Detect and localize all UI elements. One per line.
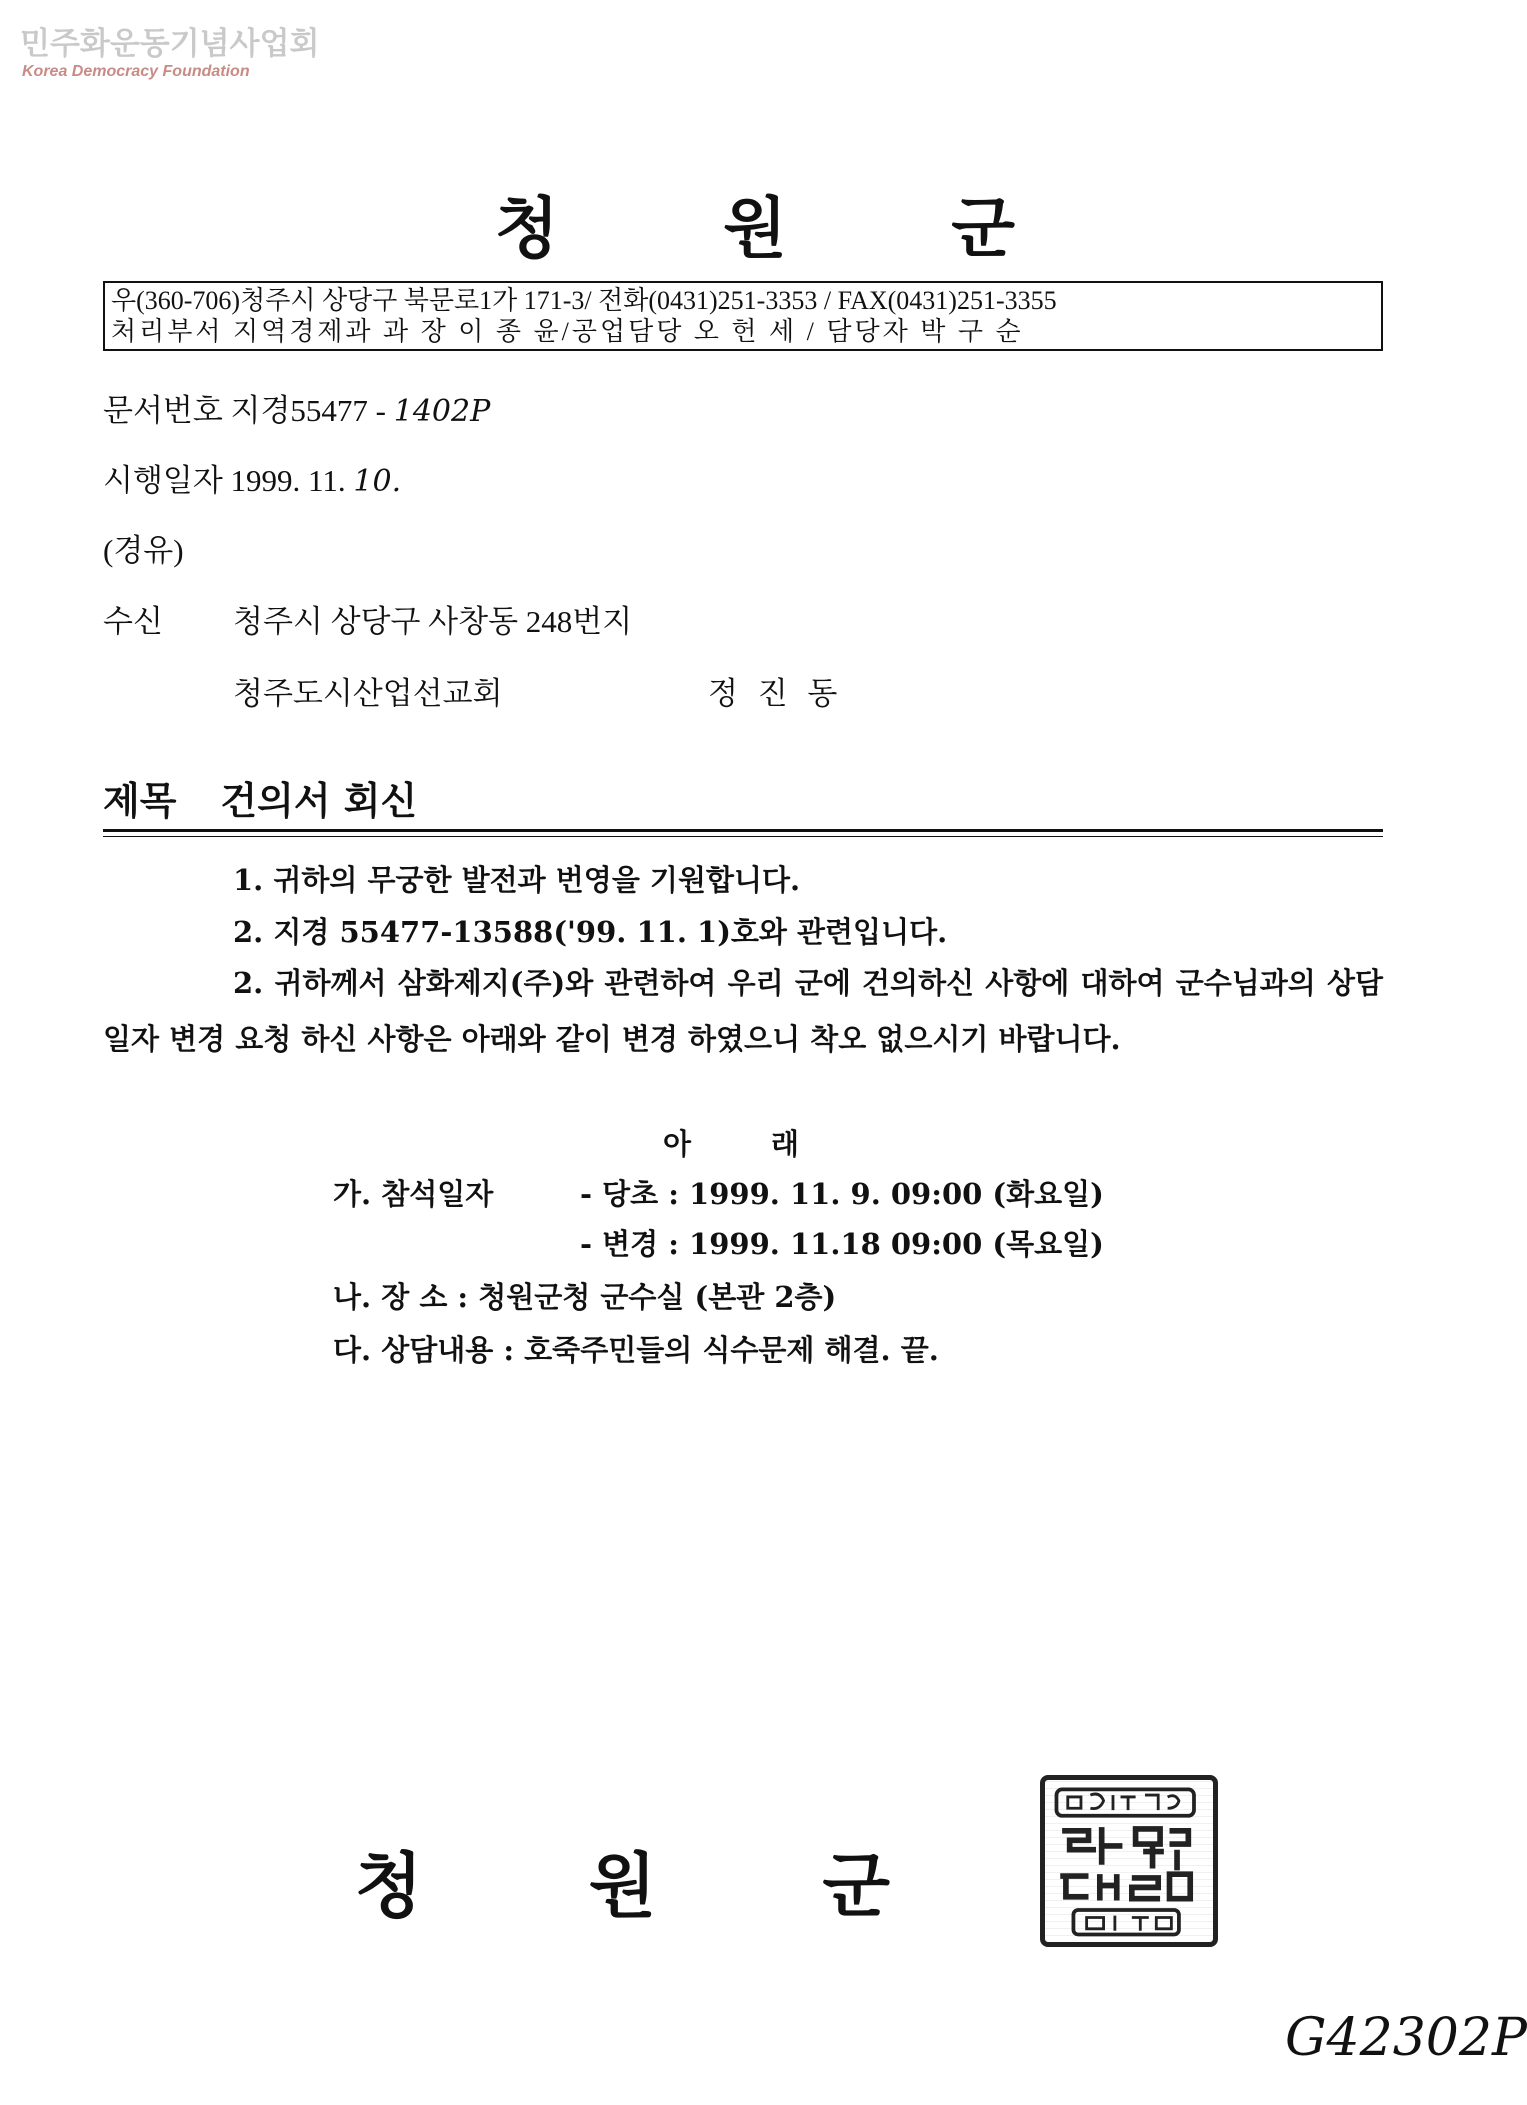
recipient-label: 수신 [103, 604, 163, 639]
issuer-title-char-1: 청 [495, 189, 559, 267]
item-ga-label: 가. 참석일자 [333, 1177, 494, 1211]
seal-graphic [1045, 1780, 1213, 1942]
section-heading-below: 아래 [663, 1127, 880, 1161]
recipient-address: 청주시 상당구 사창동 248번지 [233, 604, 633, 639]
watermark-english: Korea Democracy Foundation [22, 63, 250, 80]
via-line: (경유) [103, 533, 184, 568]
official-seal-stamp [1040, 1775, 1218, 1947]
handwritten-document-code: G42302P [1285, 2008, 1527, 2068]
issuer-title-char-3: 군 [951, 189, 1015, 267]
contact-info-box [103, 281, 1383, 351]
issuer-signature-char-2: 원 [588, 1844, 657, 1927]
issuer-signature-char-3: 군 [822, 1844, 890, 1927]
recipient-organization: 청주도시산업선교회 [233, 676, 503, 711]
document-number-label: 문서번호 지경55477 - [103, 393, 386, 428]
issuer-signature-name [355, 1830, 890, 1931]
department-line: 처리부서 지역경제과 과 장 이 종 윤/공업담당 오 헌 세 / 담당자 박 구 순 [111, 317, 1024, 346]
paragraph-3: 2. 귀하께서 삼화제지(주)와 관련하여 우리 군에 건의하신 사항에 대하여 군수님과의 상담일자 변경 요청 하신 사항은 아래와 같이 변경 하였으니 착오 없으시기 바랍니다. [103, 966, 1383, 1056]
address-line: 우(360-706)청주시 상당구 북문로1가 171-3/ 전화(0431)251-3353 / FAX(0431)251-3355 [111, 286, 1057, 315]
issuer-title-char-2: 원 [723, 189, 787, 267]
paragraph-2: 2. 지경 55477-13588('99. 11. 1)호와 관련입니다. [233, 915, 948, 949]
document-number-handwritten: 1402P [393, 394, 491, 429]
issue-date-handwritten: 10. [353, 464, 402, 499]
subject-divider-thin [103, 836, 1383, 837]
subject-label: 제목 [103, 779, 177, 823]
subject-divider [103, 829, 1383, 832]
subject-line [103, 770, 417, 825]
issuer-signature-char-1: 청 [355, 1844, 423, 1927]
recipient-person: 정 진 동 [708, 676, 844, 711]
subject-text: 건의서 회신 [220, 779, 418, 823]
issue-date-label: 시행일자 1999. 11. [103, 463, 346, 498]
document-number [103, 385, 490, 430]
watermark-korean: 민주화운동기념사업회 [20, 26, 320, 62]
item-na-location: 나. 장 소 : 청원군청 군수실 (본관 2층) [333, 1280, 837, 1314]
item-da-content: 다. 상담내용 : 호죽주민들의 식수문제 해결. 끝. [333, 1333, 939, 1367]
paragraph-1: 1. 귀하의 무궁한 발전과 번영을 기원합니다. [233, 863, 801, 897]
issuer-title [495, 175, 1015, 270]
item-ga-changed: - 변경 : 1999. 11.18 09:00 (목요일) [580, 1227, 1104, 1261]
issue-date [103, 455, 401, 500]
item-ga-original: - 당초 : 1999. 11. 9. 09:00 (화요일) [580, 1177, 1104, 1211]
